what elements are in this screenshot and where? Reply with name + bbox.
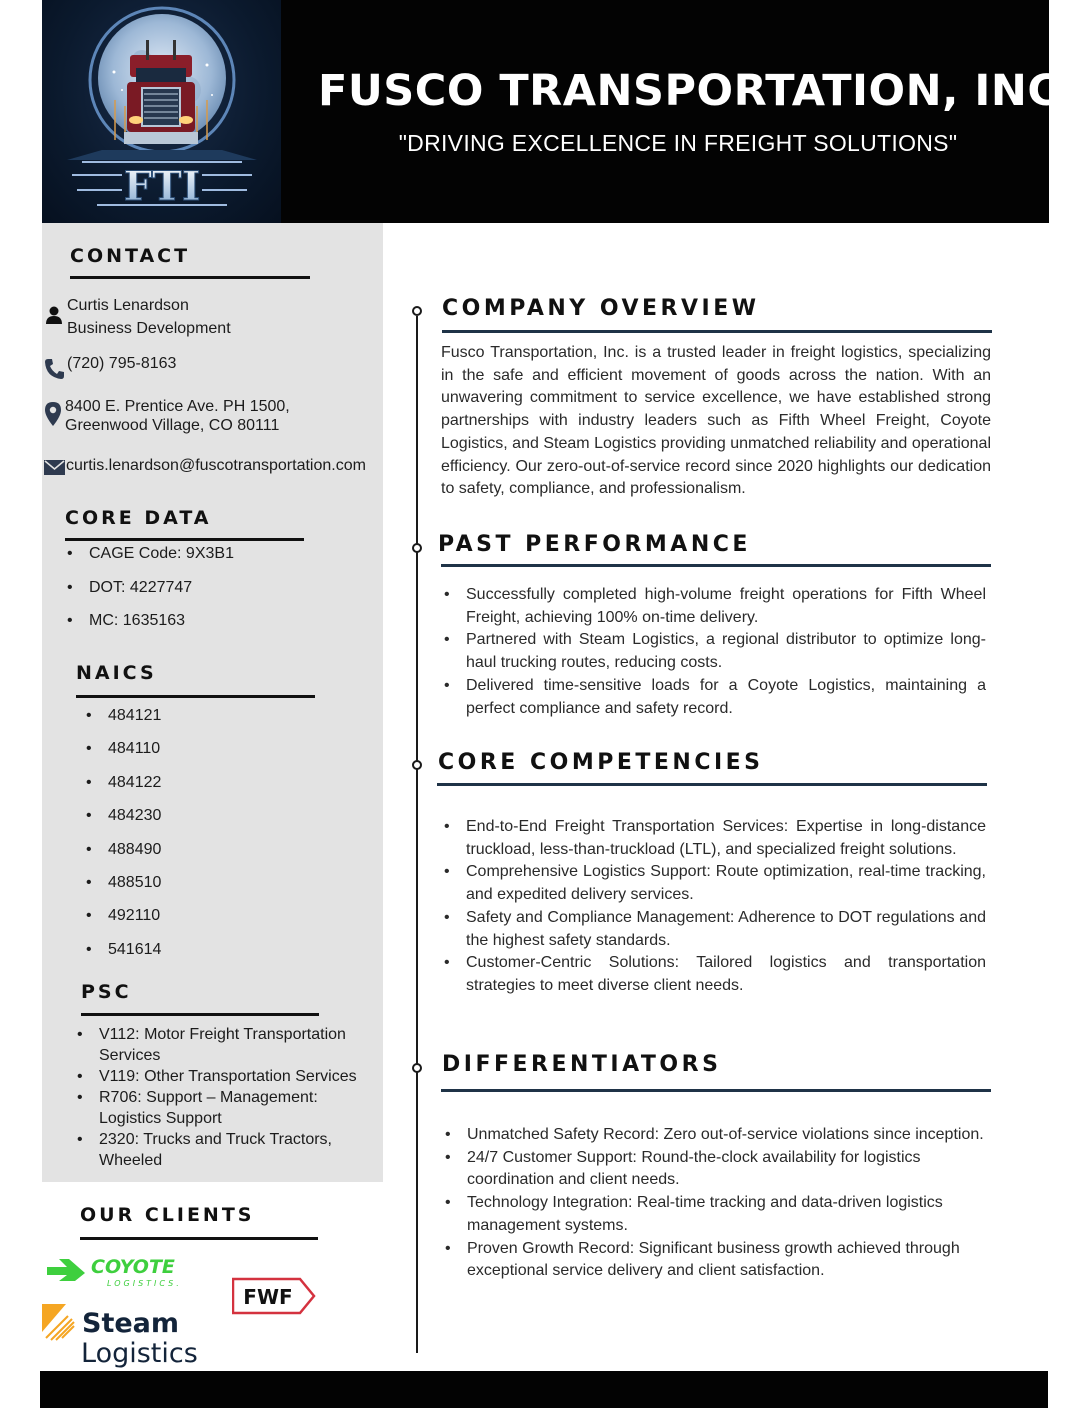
clients-heading: OUR CLIENTS <box>80 1204 255 1226</box>
contact-address-line2: Greenwood Village, CO 80111 <box>65 417 280 434</box>
past-performance-heading: PAST PERFORMANCE <box>438 532 751 557</box>
company-tagline: "DRIVING EXCELLENCE IN FREIGHT SOLUTIONS" <box>398 130 958 156</box>
naics-heading-rule <box>76 695 315 698</box>
company-name-title: FUSCO TRANSPORTATION, INC <box>318 66 1060 116</box>
contact-email[interactable]: curtis.lenardson@fuscotransportation.com <box>66 457 366 474</box>
svg-text:Steam: Steam <box>82 1308 180 1339</box>
truck-moon-logo-icon <box>42 0 281 223</box>
differentiators-heading: DIFFERENTIATORS <box>442 1052 722 1077</box>
core-competency-item: • Customer-Centric Solutions: Tailored logistics and transportation strategies to meet diverse client needs. <box>441 952 986 997</box>
contact-name: Curtis Lenardson <box>67 297 189 314</box>
past-performance-list <box>441 584 986 720</box>
company-overview-text: Fusco Transportation, Inc. is a trusted leader in freight logistics, specializing in the safe and efficient movement of goods across the nation. With an unwavering commitment to service excellence, we have established strong partnerships with industry leaders such as Fifth Wheel Freight, Coyote Logistics, and Steam Logistics providing unmatched reliability and operational efficiency. Our zero-out-of-service record since 2020 highlights our dedication to safety, compliance, and professionalism. <box>441 344 991 498</box>
naics-heading: NAICS <box>76 662 157 684</box>
contact-heading: CONTACT <box>70 245 191 267</box>
psc-heading-rule <box>81 1013 319 1016</box>
differentiators-rule <box>441 1089 991 1092</box>
fwf-tag-icon <box>232 1277 318 1317</box>
contact-address-line1: 8400 E. Prentice Ave. PH 1500, <box>65 398 290 415</box>
contact-role: Business Development <box>67 320 231 337</box>
svg-text:Logistics: Logistics <box>81 1338 197 1368</box>
timeline-node <box>412 543 422 553</box>
naics-item: • 492110 <box>86 907 161 940</box>
core-competencies-heading: CORE COMPETENCIES <box>438 750 764 775</box>
naics-item: • 484110 <box>86 740 161 773</box>
core-data-item: • CAGE Code: 9X3B1 <box>67 545 234 579</box>
clients-heading-rule <box>80 1237 318 1240</box>
naics-item: • 484122 <box>86 774 161 807</box>
naics-item: • 541614 <box>86 941 161 974</box>
location-pin-icon <box>45 402 61 431</box>
differentiator-item: • Unmatched Safety Record: Zero out-of-service violations since inception. <box>442 1124 990 1147</box>
naics-item: • 484121 <box>86 707 161 740</box>
core-data-item: • DOT: 4227747 <box>67 579 234 613</box>
past-performance-item: • Delivered time-sensitive loads for a Coyote Logistics, maintaining a perfect compliance and safety record. <box>441 675 986 720</box>
psc-item: • R706: Support – Management: Logistics Support <box>77 1087 372 1129</box>
naics-item: • 484230 <box>86 807 161 840</box>
steam-stripes-icon <box>42 1302 197 1368</box>
psc-item: • 2320: Trucks and Truck Tractors, Wheeled <box>77 1129 372 1171</box>
core-data-heading: CORE DATA <box>65 507 212 529</box>
svg-text:LOGISTICS.: LOGISTICS. <box>107 1279 182 1288</box>
contact-heading-rule <box>70 276 310 279</box>
company-overview-heading: COMPANY OVERVIEW <box>442 296 760 321</box>
steam-logistics-logo <box>42 1302 197 1368</box>
core-data-item: • MC: 1635163 <box>67 612 234 646</box>
core-competencies-list <box>441 816 986 998</box>
coyote-arrow-icon <box>45 1253 195 1293</box>
company-logo <box>42 0 281 223</box>
envelope-icon <box>44 460 65 480</box>
psc-list <box>77 1024 372 1171</box>
footer-bar <box>40 1371 1048 1408</box>
timeline-node <box>412 760 422 770</box>
phone-icon <box>44 358 66 385</box>
naics-item: • 488510 <box>86 874 161 907</box>
psc-item: • V119: Other Transportation Services <box>77 1066 372 1087</box>
timeline-line <box>416 316 418 1353</box>
header-banner <box>42 0 1060 223</box>
past-performance-item: • Successfully completed high-volume freight operations for Fifth Wheel Freight, achieving 100% on-time delivery. <box>441 584 986 629</box>
fifth-wheel-freight-logo <box>232 1277 318 1317</box>
svg-text:FWF: FWF <box>243 1285 293 1309</box>
psc-heading: PSC <box>81 981 132 1003</box>
core-competency-item: • Safety and Compliance Management: Adherence to DOT regulations and the highest safety standards. <box>441 907 986 952</box>
company-overview-rule <box>442 330 992 333</box>
past-performance-item: • Partnered with Steam Logistics, a regional distributor to optimize long-haul trucking routes, reducing costs. <box>441 629 986 674</box>
differentiator-item: • Proven Growth Record: Significant business growth achieved through exceptional service delivery and client satisfaction. <box>442 1238 990 1283</box>
contact-phone[interactable]: (720) 795-8163 <box>67 355 177 372</box>
differentiators-list <box>442 1124 990 1283</box>
timeline-node <box>412 306 422 316</box>
naics-list <box>86 707 161 974</box>
core-competencies-rule <box>437 783 987 786</box>
differentiator-item: • 24/7 Customer Support: Round-the-clock availability for logistics coordination and client needs. <box>442 1147 990 1192</box>
psc-item: • V112: Motor Freight Transportation Services <box>77 1024 372 1066</box>
core-data-heading-rule <box>65 538 304 541</box>
core-competency-item: • Comprehensive Logistics Support: Route optimization, real-time tracking, and expedited delivery services. <box>441 861 986 906</box>
svg-text:COYOTE: COYOTE <box>91 1256 175 1278</box>
user-icon <box>46 306 62 329</box>
core-competency-item: • End-to-End Freight Transportation Services: Expertise in long-distance truckload, less-than-truckload (LTL), and specialized freight solutions. <box>441 816 986 861</box>
past-performance-rule <box>441 564 991 567</box>
core-data-list <box>67 545 234 646</box>
timeline-node <box>412 1063 422 1073</box>
coyote-logistics-logo <box>45 1253 195 1293</box>
differentiator-item: • Technology Integration: Real-time tracking and data-driven logistics management systems. <box>442 1192 990 1237</box>
svg-text:FTI: FTI <box>123 163 201 210</box>
naics-item: • 488490 <box>86 841 161 874</box>
